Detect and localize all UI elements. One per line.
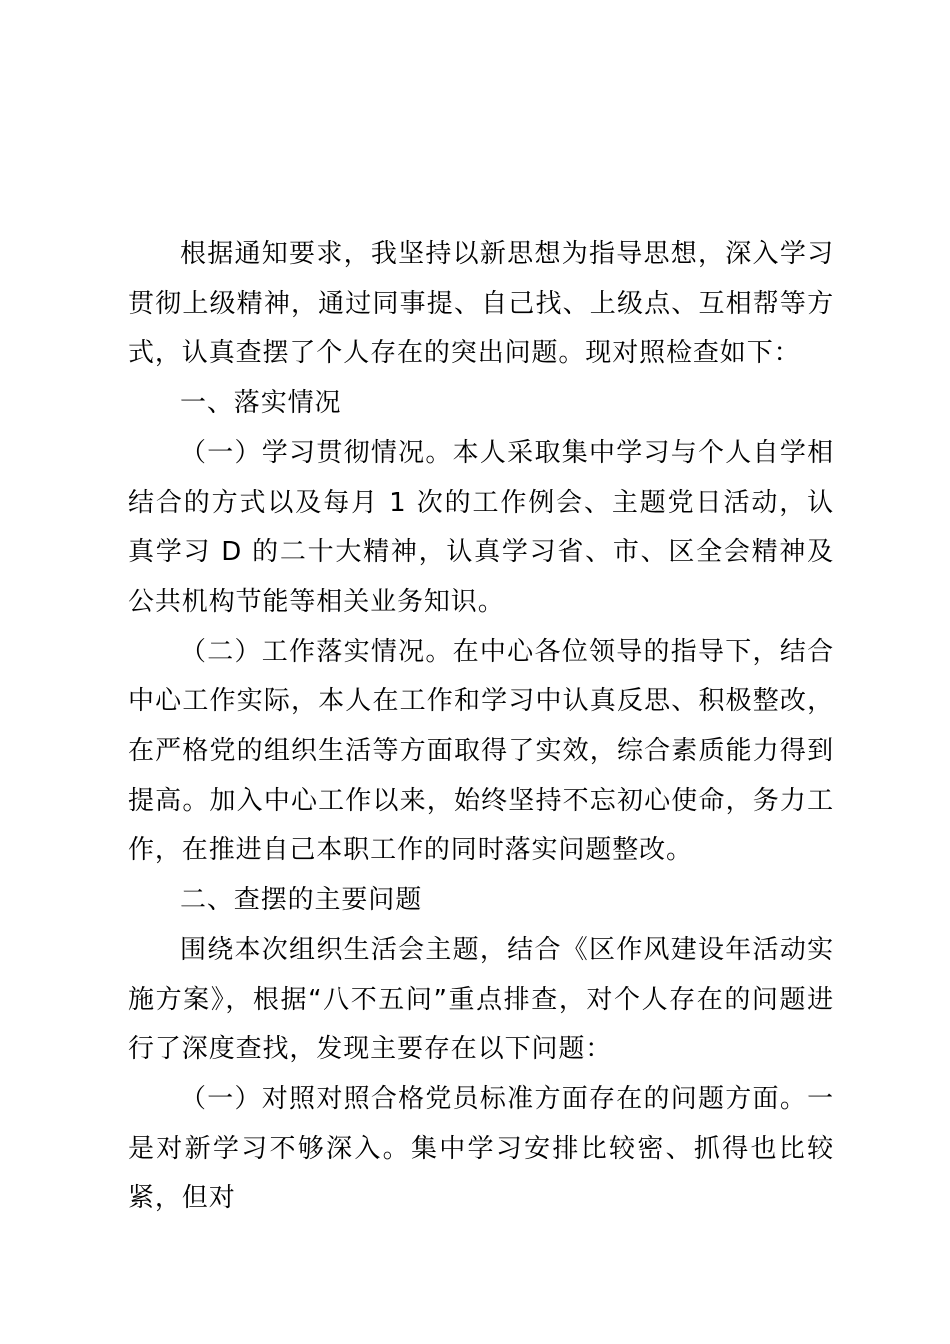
document-body <box>128 230 834 1224</box>
intro-paragraph: 根据通知要求，我坚持以新思想为指导思想，深入学习贯彻上级精神，通过同事提、自己找、上级点、互相帮等方式，认真查摆了个人存在的突出问题。现对照检查如下： <box>128 239 834 369</box>
study-paragraph: （一）学习贯彻情况。本人采取集中学习与个人自学相结合的方式以及每月 1 次的工作例会、主题党日活动，认真学习 D 的二十大精神，认真学习省、市、区全会精神及公共机构节能等相关业务知识。 <box>128 437 834 617</box>
section-heading-implementation: 一、落实情况 <box>180 388 342 419</box>
work-paragraph: （二）工作落实情况。在中心各位领导的指导下，结合中心工作实际，本人在工作和学习中认真反思、积极整改，在严格党的组织生活等方面取得了实效，综合素质能力得到提高。加入中心工作以来，始终坚持不忘初心使命，务力工作，在推进自己本职工作的同时落实问题整改。 <box>128 636 834 866</box>
problem-one-paragraph: （一）对照对照合格党员标准方面存在的问题方面。一是对新学习不够深入。集中学习安排比较密、抓得也比较紧，但对 <box>128 1083 834 1214</box>
problems-intro-paragraph: 围绕本次组织生活会主题，结合《区作风建设年活动实施方案》，根据“八不五问”重点排查，对个人存在的问题进行了深度查找，发现主要存在以下问题： <box>128 934 834 1065</box>
section-heading-problems: 二、查摆的主要问题 <box>180 885 423 916</box>
